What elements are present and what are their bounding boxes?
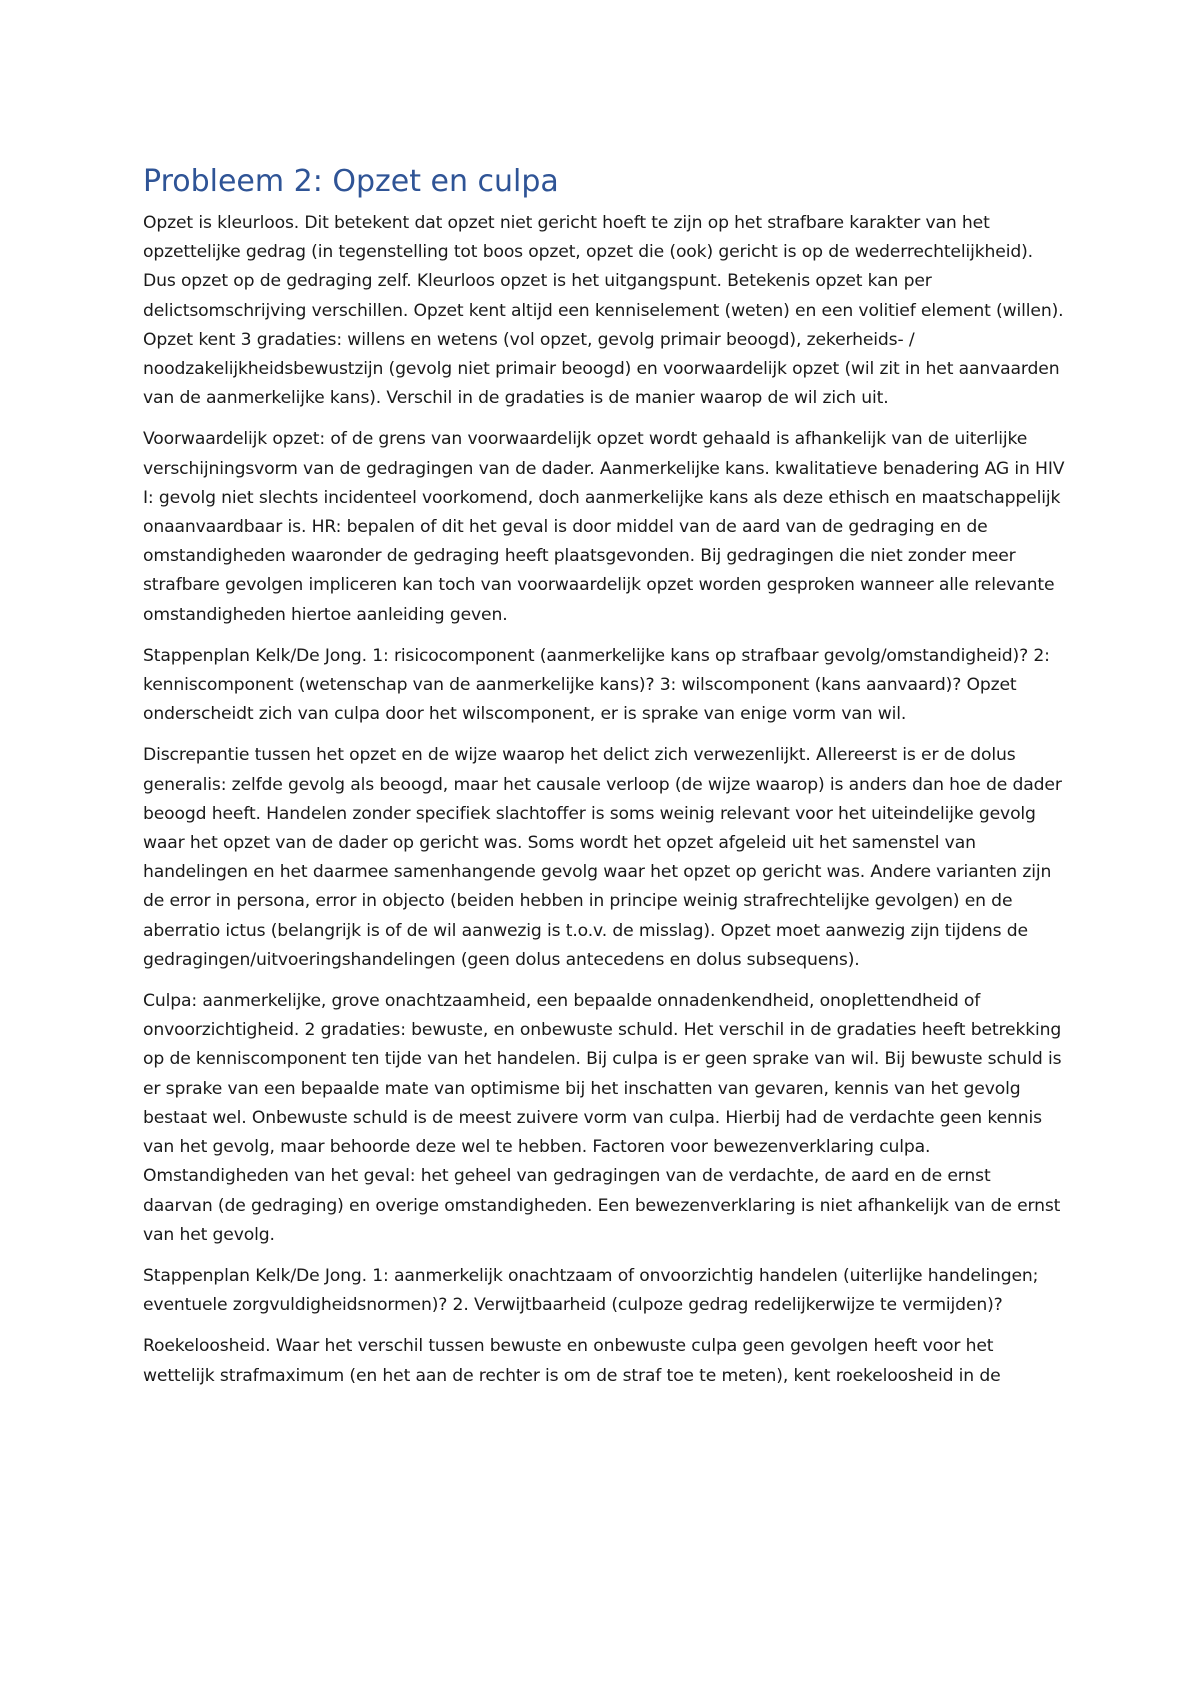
paragraph-voorwaardelijk-opzet: Voorwaardelijk opzet: of de grens van voorwaardelijk opzet wordt gehaald is afhankelijk van de uiterlijke verschijningsvorm van de gedragingen van de dader. Aanmerkelijke kans. kwalitatieve benadering AG in HIV I: gevolg niet slechts incidenteel voorkomend, doch aanmerkelijke kans als deze ethisch en maatschappelijk onaanvaardbaar is. HR: bepalen of dit het geval is door middel van de aard van de gedraging en de omstandigheden waaronder de gedraging heeft plaatsgevonden. Bij gedragingen die niet zonder meer strafbare gevolgen impliceren kan toch van voorwaardelijk opzet worden gesproken wanneer alle relevante omstandigheden hiertoe aanleiding geven.	[143, 429, 1065, 625]
paragraph-opzet-kleurloos: Opzet is kleurloos. Dit betekent dat opzet niet gericht hoeft te zijn op het strafbare karakter van het opzettelijke gedrag (in tegenstelling tot boos opzet, opzet die (ook) gericht is op de wederrechtelijkheid). Dus opzet op de gedraging zelf. Kleurloos opzet is het uitgangspunt. Betekenis opzet kan per delictsomschrijving verschillen. Opzet kent altijd een kenniselement (weten) en een volitief element (willen). Opzet kent 3 gradaties: willens en wetens (vol opzet, gevolg primair beoogd), zekerheids- / noodzakelijkheidsbewustzijn (gevolg niet primair beoogd) en voorwaardelijk opzet (wil zit in het aanvaarden van de aanmerkelijke kans). Verschil in de gradaties is de manier waarop de wil zich uit.	[143, 213, 1064, 409]
paragraph-discrepantie: Discrepantie tussen het opzet en de wijze waarop het delict zich verwezenlijkt. Allereerst is er de dolus generalis: zelfde gevolg als beoogd, maar het causale verloop (de wijze waarop) is anders dan hoe de dader beoogd heeft. Handelen zonder specifiek slachtoffer is soms weinig relevant voor het uiteindelijke gevolg waar het opzet van de dader op gericht was. Soms wordt het opzet afgeleid uit het samenstel van handelingen en het daarmee samenhangende gevolg waar het opzet op gericht was. Andere varianten zijn de error in persona, error in objecto (beiden hebben in principe weinig strafrechtelijke gevolgen) en de aberratio ictus (belangrijk is of de wil aanwezig is t.o.v. de misslag). Opzet moet aanwezig zijn tijdens de gedragingen/uitvoeringshandelingen (geen dolus antecedens en dolus subsequens).	[143, 745, 1062, 970]
paragraph-roekeloosheid: Roekeloosheid. Waar het verschil tussen bewuste en onbewuste culpa geen gevolgen heeft voor het wettelijk strafmaximum (en het aan de rechter is om de straf toe te meten), kent roekeloosheid in de	[143, 1336, 1001, 1386]
paragraph-stappenplan-culpa: Stappenplan Kelk/De Jong. 1: aanmerkelijk onachtzaam of onvoorzichtig handelen (uiterlijke handelingen; eventuele zorgvuldigheidsnormen)? 2. Verwijtbaarheid (culpoze gedrag redelijkerwijze te vermijden)?	[143, 1265, 1039, 1316]
page-title: Probleem 2: Opzet en culpa	[143, 164, 559, 199]
paragraph-stappenplan-opzet: Stappenplan Kelk/De Jong. 1: risicocomponent (aanmerkelijke kans op strafbaar gevolg/omstandigheid)? 2: kenniscomponent (wetenschap van de aanmerkelijke kans)? 3: wilscomponent (kans aanvaard)? Opzet onderscheidt zich van culpa door het wilscomponent, er is sprake van enige vorm van wil.	[143, 645, 1050, 725]
paragraph-culpa: Culpa: aanmerkelijke, grove onachtzaamheid, een bepaalde onnadenkendheid, onoplettendheid of onvoorzichtigheid. 2 gradaties: bewuste, en onbewuste schuld. Het verschil in de gradaties heeft betrekking op de kenniscomponent ten tijde van het handelen. Bij culpa is er geen sprake van wil. Bij bewuste schuld is er sprake van een bepaalde mate van optimisme bij het inschatten van gevaren, kennis van het gevolg bestaat wel. Onbewuste schuld is de meest zuivere vorm van culpa. Hierbij had de verdachte geen kennis van het gevolg, maar behoorde deze wel te hebben. Factoren voor bewezenverklaring culpa. Omstandigheden van het geval: het geheel van gedragingen van de verdachte, de aard en de ernst daarvan (de gedraging) en overige omstandigheden. Een bewezenverklaring is niet afhankelijk van de ernst van het gevolg.	[143, 991, 1062, 1245]
document-body	[143, 163, 1065, 1403]
